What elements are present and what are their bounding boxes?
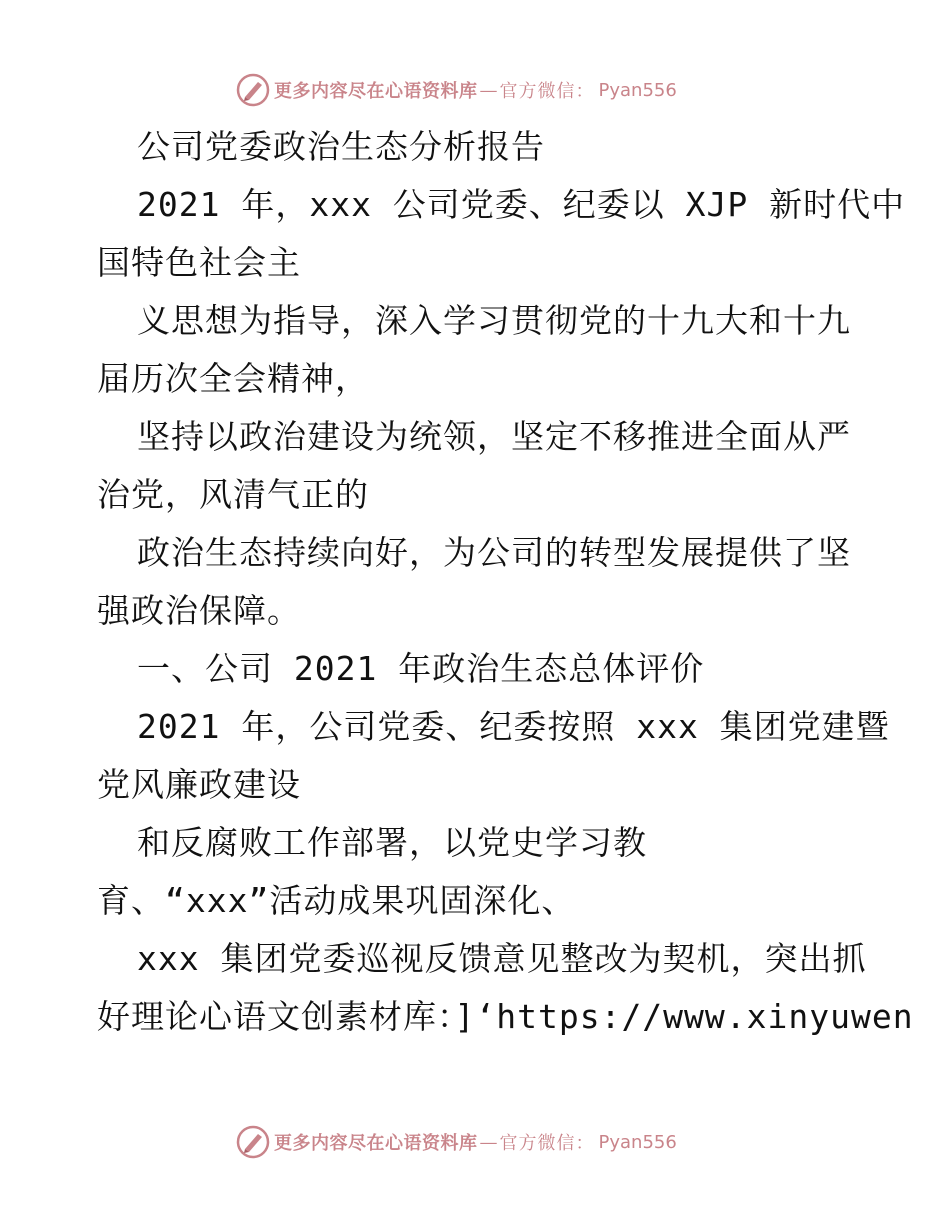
pen-logo-icon [236,73,270,107]
paragraph-line: 育、“xxx”活动成果巩固深化、 [97,881,576,920]
watermark-wechat-id: Pyan556 [598,79,677,101]
paragraph-line: 2021 年，xxx 公司党委、纪委以 XJP 新时代中 [137,185,906,224]
pen-logo-icon [236,1125,270,1159]
paragraph-line: 和反腐败工作部署，以党史学习教 [137,823,647,862]
paragraph-line: 党风廉政建设 [97,765,301,804]
paragraph-line: 坚持以政治建设为统领，坚定不移推进全面从严 [137,417,851,456]
watermark-dash: — [479,79,498,101]
header-watermark [236,72,736,108]
footer-watermark [236,1124,736,1160]
paragraph-line: 强政治保障。 [97,591,301,630]
watermark-official-label: 官方微信： [499,1133,595,1154]
paragraph-line: 届历次全会精神， [97,359,369,398]
watermark-wechat-id: Pyan556 [598,1131,677,1153]
paragraph-line: 政治生态持续向好，为公司的转型发展提供了坚 [137,533,851,572]
section-heading: 一、公司 2021 年政治生态总体评价 [137,649,705,688]
paragraph-line: 好理论心语文创素材库：]‘https://www.xinyuwen [97,997,914,1036]
watermark-dash: — [479,1131,498,1153]
document-title: 公司党委政治生态分析报告 [137,127,545,166]
paragraph-line: 2021 年，公司党委、纪委按照 xxx 集团党建暨 [137,707,890,746]
paragraph-line: 治党，风清气正的 [97,475,369,514]
watermark-main-text: 更多内容尽在心语资料库 [274,1133,478,1154]
watermark-main-text: 更多内容尽在心语资料库 [274,81,478,102]
paragraph-line: 义思想为指导，深入学习贯彻党的十九大和十九 [137,301,851,340]
paragraph-line: 国特色社会主 [97,243,301,282]
document-body [97,118,914,1046]
paragraph-line: xxx 集团党委巡视反馈意见整改为契机，突出抓 [137,939,867,978]
watermark-official-label: 官方微信： [499,81,595,102]
